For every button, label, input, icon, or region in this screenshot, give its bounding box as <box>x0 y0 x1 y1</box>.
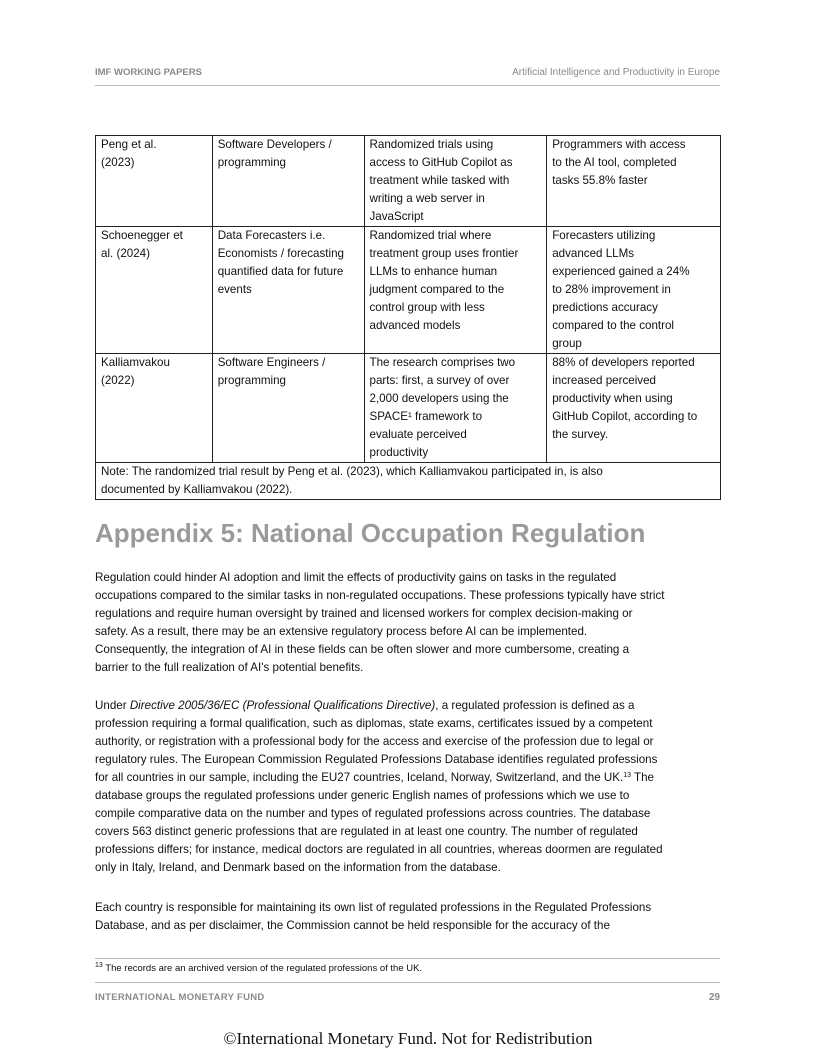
table-cell <box>364 354 547 463</box>
text-segment: Regulation could hinder AI adoption and limit the effects of productivity gains on tasks in the regulated <box>95 571 617 584</box>
text-segment: Directive 2005/36/EC (Professional Qualifications Directive) <box>129 699 436 712</box>
cell-line: access to GitHub Copilot as <box>369 156 513 169</box>
cell-line: group <box>552 337 582 350</box>
cell-line: the survey. <box>552 428 609 441</box>
paragraph-regulation <box>95 569 725 677</box>
text-segment: occupations compared to the similar tasks in non-regulated occupations. These professions typically have strict <box>95 589 665 602</box>
cell-line: Forecasters utilizing <box>552 229 656 242</box>
text-line <box>95 805 725 823</box>
note-line: documented by Kalliamvakou (2022). <box>101 483 293 496</box>
table-cell <box>96 354 213 463</box>
footnote-number: 13 <box>95 962 103 969</box>
cell-line: control group with less <box>369 301 485 314</box>
cell-line: Software Developers / <box>217 138 332 151</box>
text-line <box>95 569 725 587</box>
cell-line: The research comprises two <box>369 356 516 369</box>
cell-line: events <box>217 283 252 296</box>
text-line <box>95 841 725 859</box>
footnote-text: The records are an archived version of the regulated professions of the UK. <box>102 963 423 974</box>
table-cell <box>212 354 364 463</box>
text-segment: authority, or registration with a professional body for the access and exercise of the profession due to legal or <box>95 735 654 748</box>
appendix-heading: Appendix 5: National Occupation Regulation <box>95 518 646 548</box>
cell-line: treatment group uses frontier <box>369 247 519 260</box>
cell-line: Schoenegger et <box>101 229 183 242</box>
cell-line: Kalliamvakou <box>101 356 170 369</box>
footnote <box>95 963 422 974</box>
running-header-series: IMF WORKING PAPERS <box>95 67 202 78</box>
text-segment: profession requiring a formal qualification, such as diplomas, state exams, certificates issued by a competent <box>95 717 653 730</box>
text-line <box>95 917 725 935</box>
cell-line: evaluate perceived <box>369 428 467 441</box>
text-segment: safety. As a result, there may be an extensive regulatory process before AI can be implemented. <box>95 625 588 638</box>
cell-line: Data Forecasters i.e. <box>217 229 326 242</box>
note-line: Note: The randomized trial result by Peng et al. (2023), which Kalliamvakou participated in, is also <box>101 465 603 478</box>
cell-line: LLMs to enhance human <box>369 265 498 278</box>
cell-line: experienced gained a 24% <box>552 265 690 278</box>
cell-line: advanced LLMs <box>552 247 635 260</box>
page-number: 29 <box>708 992 720 1003</box>
text-segment: database groups the regulated professions under generic English names of professions which we use to <box>95 789 630 802</box>
cell-line: (2023) <box>101 156 135 169</box>
text-segment: regulations and require human oversight by trained and licensed workers for complex decision-making or <box>95 607 633 620</box>
text-line <box>95 697 725 715</box>
paragraph-country-responsibility <box>95 899 725 935</box>
footnote-rule <box>95 958 720 959</box>
footer-org: INTERNATIONAL MONETARY FUND <box>95 992 265 1003</box>
text-line <box>95 587 725 605</box>
cell-line: increased perceived <box>552 374 656 387</box>
cell-line: Randomized trials using <box>369 138 494 151</box>
text-segment: Consequently, the integration of AI in these fields can be often slower and more cumbersome, creating a <box>95 643 630 656</box>
text-line <box>95 715 725 733</box>
table-cell <box>364 136 547 227</box>
table-row <box>96 136 721 227</box>
copyright-notice: ©International Monetary Fund. Not for Redistribution <box>223 1029 593 1048</box>
text-line <box>95 859 725 877</box>
text-line <box>95 641 725 659</box>
cell-line: Randomized trial where <box>369 229 492 242</box>
text-line <box>95 751 725 769</box>
text-line <box>95 769 725 787</box>
cell-line: productivity when using <box>552 392 673 405</box>
table-cell <box>96 136 213 227</box>
text-segment: covers 563 distinct generic professions that are regulated in at least one country. The number of regulated <box>95 825 638 838</box>
cell-line: Peng et al. <box>101 138 157 151</box>
table-cell <box>212 136 364 227</box>
cell-line: tasks 55.8% faster <box>552 174 648 187</box>
text-segment: Each country is responsible for maintaining its own list of regulated professions in the Regulated Professions <box>95 901 652 914</box>
cell-line: programming <box>217 156 286 169</box>
text-line <box>95 623 725 641</box>
text-segment: compile comparative data on the number and types of regulated professions across countries. The database <box>95 807 651 820</box>
cell-line: Software Engineers / <box>217 356 326 369</box>
cell-line: to 28% improvement in <box>552 283 671 296</box>
text-line <box>95 787 725 805</box>
cell-line: compared to the control <box>552 319 675 332</box>
header-rule <box>95 85 720 86</box>
paragraph-directive <box>95 697 725 877</box>
text-segment: regulatory rules. The European Commission Regulated Professions Database identifies regulated professions <box>95 753 658 766</box>
text-segment: , a regulated profession is defined as a <box>435 699 635 712</box>
text-segment: Database, and as per disclaimer, the Commission cannot be held responsible for the accuracy of the <box>95 919 610 932</box>
text-line <box>95 733 725 751</box>
studies-table <box>95 135 721 500</box>
footer-rule <box>95 982 720 983</box>
table-cell <box>212 227 364 354</box>
table-cell <box>547 227 721 354</box>
table-note <box>96 463 721 500</box>
cell-line: programming <box>217 374 286 387</box>
table-cell <box>364 227 547 354</box>
text-segment: only in Italy, Ireland, and Denmark based on the information from the database. <box>95 861 501 874</box>
cell-line: al. (2024) <box>101 247 150 260</box>
cell-line: judgment compared to the <box>369 283 505 296</box>
table-row <box>96 354 721 463</box>
text-segment: professions differs; for instance, medical doctors are regulated in all countries, whereas doormen are regulated <box>95 843 663 856</box>
text-segment: Under <box>95 699 130 712</box>
text-line <box>95 659 725 677</box>
cell-line: parts: first, a survey of over <box>369 374 510 387</box>
cell-line: 88% of developers reported <box>552 356 695 369</box>
cell-line: 2,000 developers using the <box>369 392 509 405</box>
text-segment: barrier to the full realization of AI's potential benefits. <box>95 661 364 674</box>
cell-line: writing a web server in <box>369 192 485 205</box>
table-row <box>96 227 721 354</box>
cell-line: to the AI tool, completed <box>552 156 677 169</box>
cell-line: quantified data for future <box>217 265 344 278</box>
cell-line: Economists / forecasting <box>217 247 344 260</box>
text-line <box>95 823 725 841</box>
text-segment: The <box>631 771 655 784</box>
table-cell <box>547 354 721 463</box>
table-cell <box>547 136 721 227</box>
cell-line: advanced models <box>369 319 461 332</box>
cell-line: JavaScript <box>369 210 424 223</box>
text-line <box>95 605 725 623</box>
table-note-row <box>96 463 721 500</box>
running-header-title: Artificial Intelligence and Productivity in Europe <box>512 67 720 78</box>
table-cell <box>96 227 213 354</box>
cell-line: GitHub Copilot, according to <box>552 410 698 423</box>
cell-line: productivity <box>369 446 429 459</box>
text-segment: for all countries in our sample, including the EU27 countries, Iceland, Norway, Switzerland, and the UK. <box>95 771 624 784</box>
text-line <box>95 899 725 917</box>
cell-line: predictions accuracy <box>552 301 658 314</box>
cell-line: treatment while tasked with <box>369 174 510 187</box>
cell-line: Programmers with access <box>552 138 686 151</box>
cell-line: (2022) <box>101 374 135 387</box>
footnote-ref: 13 <box>623 772 632 779</box>
cell-line: SPACE¹ framework to <box>369 410 483 423</box>
